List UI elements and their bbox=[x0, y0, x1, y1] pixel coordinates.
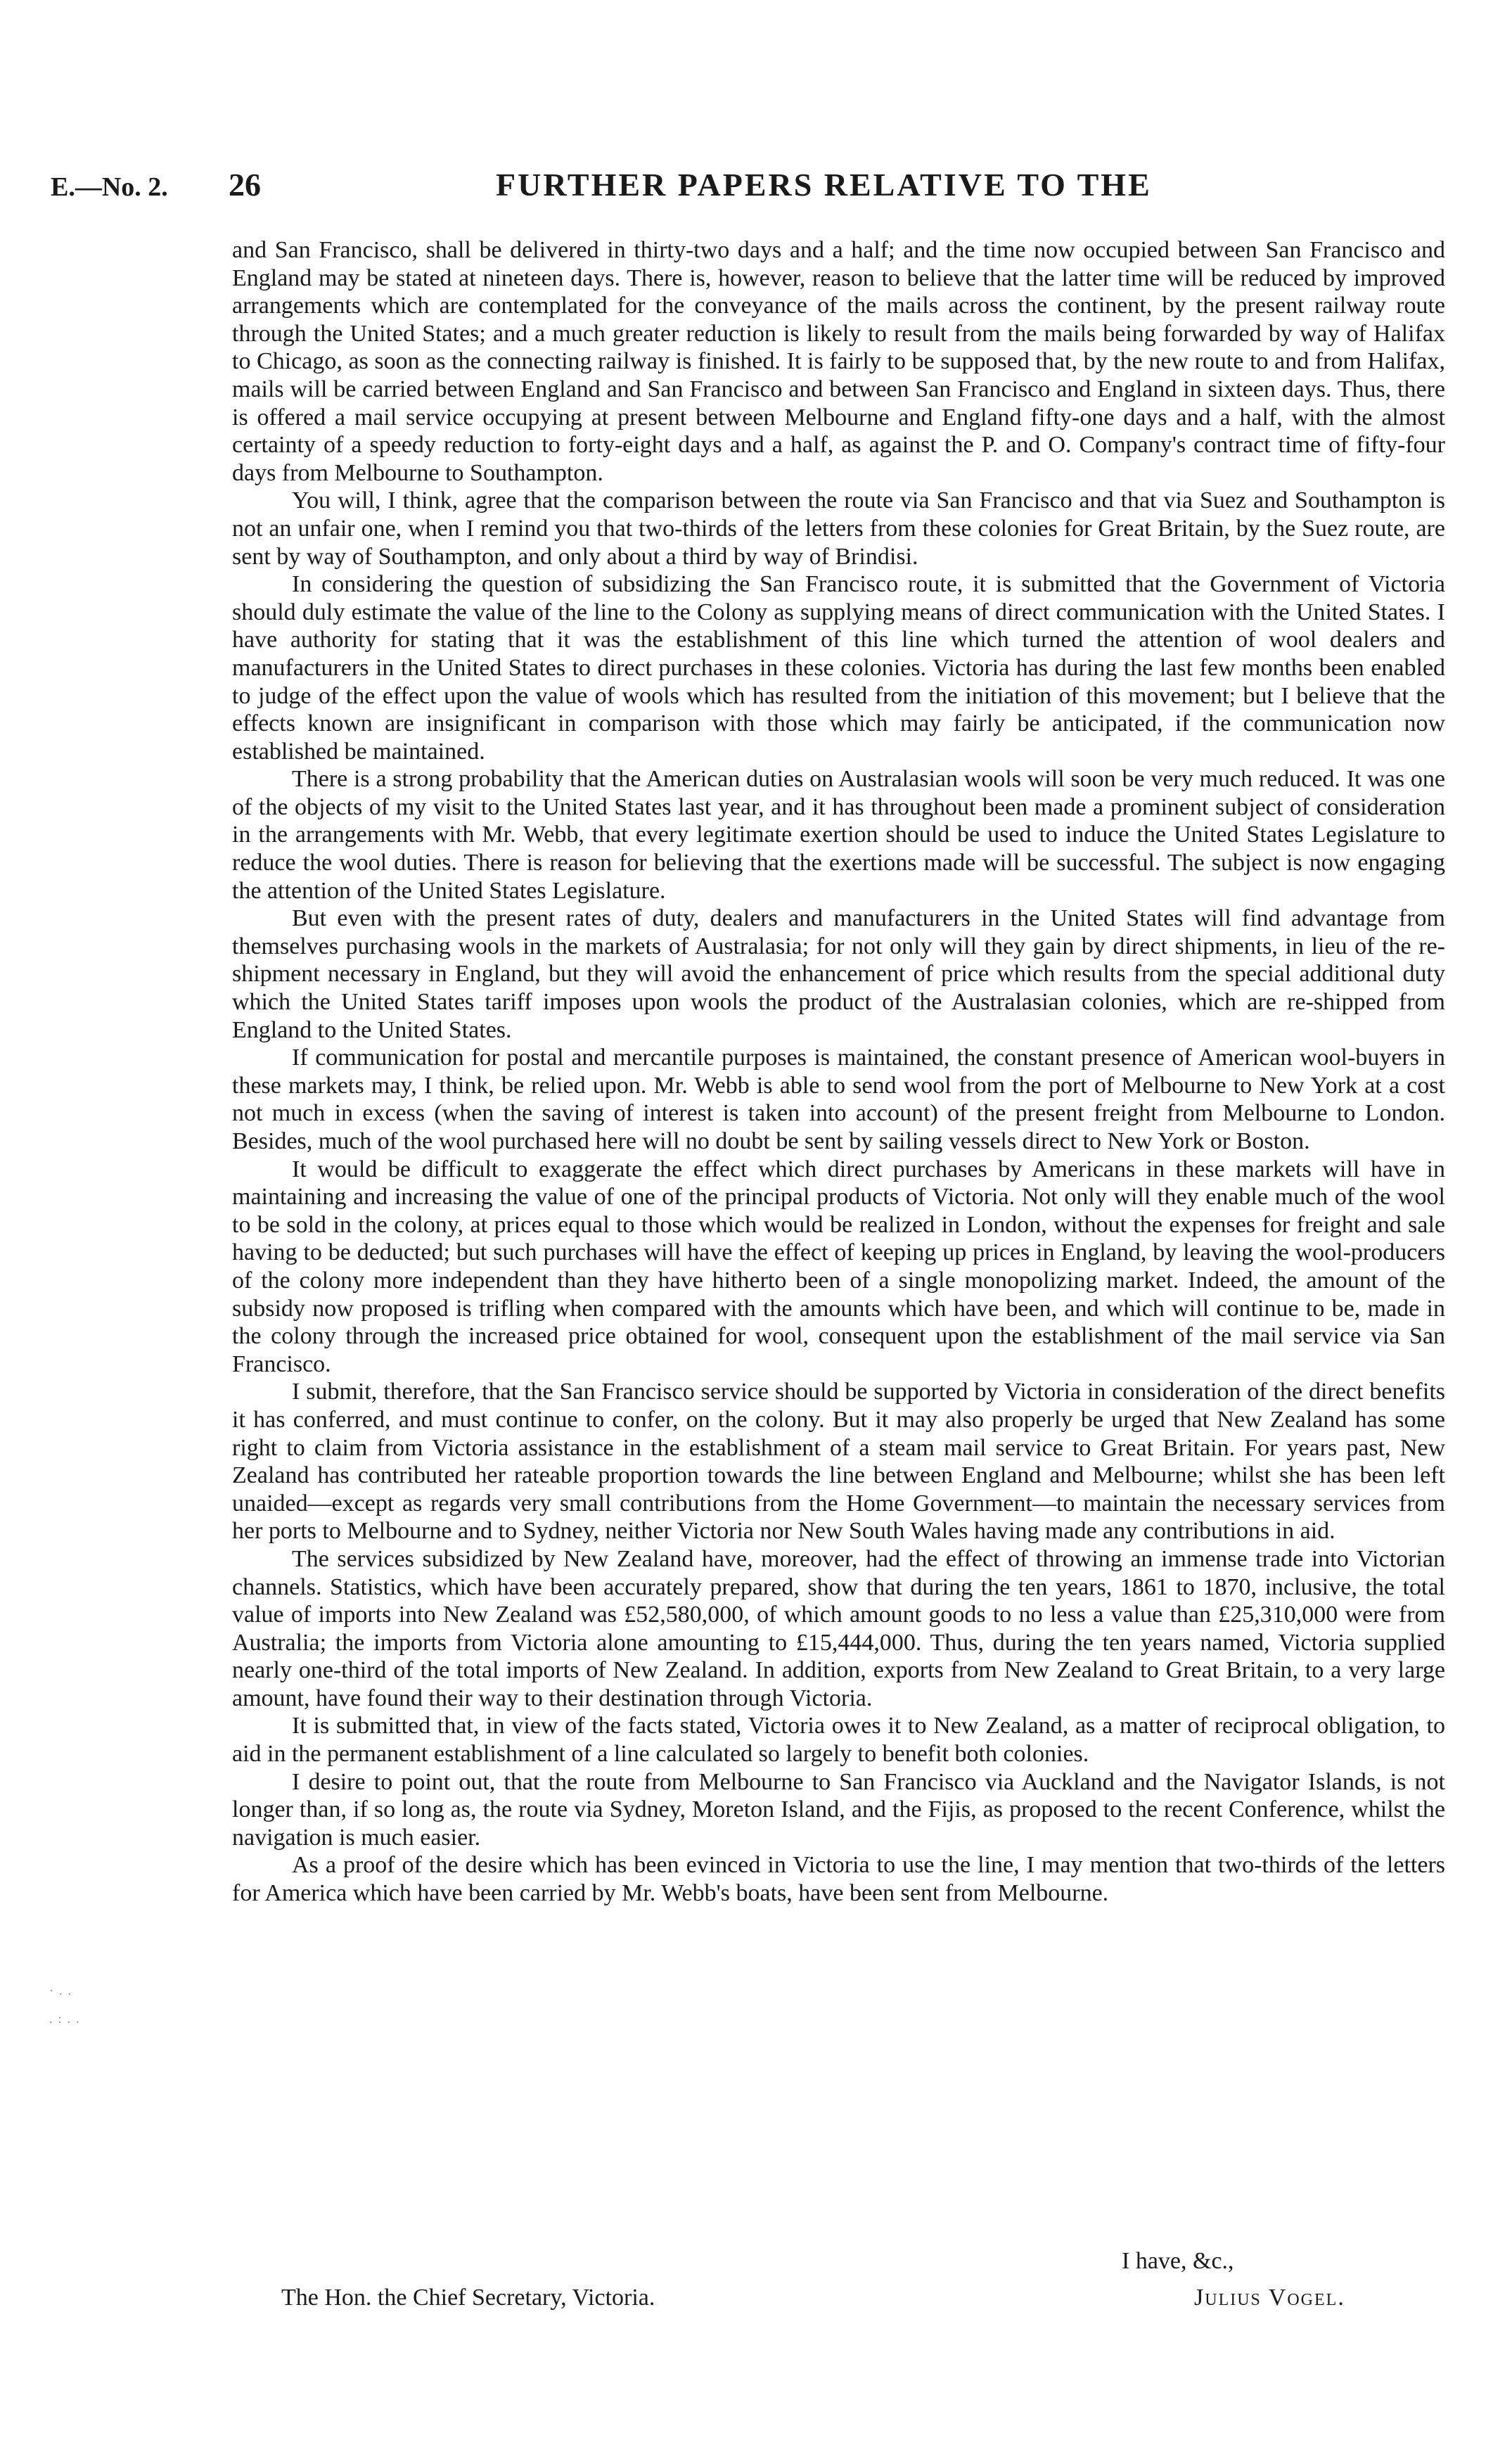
page-number: 26 bbox=[229, 167, 261, 203]
paragraph-7: It would be difficult to exaggerate the effect which direct purchases by Americans in these markets will have in maintaining and increasing the value of one of the principal products of Victoria. Not only will they enable much of the wool to be sold in the colony, at prices equal to those which would be realized in London, without the expenses for freight and sale having to be deducted; but such purchases will have the effect of keeping up prices in England, by leaving the wool-producers of the colony more independent than they have hitherto been of a single monopolizing market. Indeed, the amount of the subsidy now proposed is trifling when compared with the amounts which have been, and which will continue to be, made in the colony through the increased price obtained for wool, consequent upon the establishment of the mail service via San Francisco. bbox=[232, 1156, 1445, 1377]
paragraph-5: But even with the present rates of duty, dealers and manufacturers in the United States will find advantage from themselves purchasing wools in the markets of Australasia; for not only will they gain by direct shipments, in lieu of the re-shipment necessary in England, but they will avoid the enhancement of price which results from the special additional duty which the United States tariff imposes upon wools the product of the Australasian colonies, which are re-shipped from England to the United States. bbox=[232, 905, 1445, 1043]
paragraph-6: If communication for postal and mercantile purposes is maintained, the constant presence of American wool-buyers in these markets may, I think, be relied upon. Mr. Webb is able to send wool from the port of Melbourne to New York at a cost not much in excess (when the saving of interest is taken into account) of the present freight from Melbourne to London. Besides, much of the wool purchased here will no doubt be sent by sailing vessels direct to New York or Boston. bbox=[232, 1045, 1445, 1154]
recipient-line: The Hon. the Chief Secretary, Victoria. bbox=[281, 2285, 655, 2311]
letter-body bbox=[232, 236, 1445, 1908]
margin-specks: ·.. .:.. bbox=[49, 1984, 85, 2026]
paragraph-3: In considering the question of subsidizing the San Francisco route, it is submitted that the Government of Victoria should duly estimate the value of the line to the Colony as supplying means of direct communication with the United States. I have authority for stating that it was the establishment of this line which turned the attention of wool dealers and manufacturers in the United States to direct purchases in these colonies. Victoria has during the last few months been enabled to judge of the effect upon the value of wools which has resulted from the initiation of this movement; but I believe that the effects known are insignificant in comparison with those which may fairly be anticipated, if the communication now established be maintained. bbox=[232, 571, 1445, 765]
paragraph-9: The services subsidized by New Zealand have, moreover, had the effect of throwing an immense trade into Victorian channels. Statistics, which have been accurately prepared, show that during the ten years, 1861 to 1870, inclusive, the total value of imports into New Zealand was £52,580,000, of which amount goods to no less a value than £25,310,000 were from Australia; the imports from Victoria alone amounting to £15,444,000. Thus, during the ten years named, Victoria supplied nearly one-third of the total imports of New Zealand. In addition, exports from New Zealand to Great Britain, to a very large amount, have found their way to their destination through Victoria. bbox=[232, 1545, 1445, 1711]
letter-closing bbox=[0, 2248, 1512, 2339]
paragraph-2: You will, I think, agree that the comparison between the route via San Francisco and that via Suez and Southampton is not an unfair one, when I remind you that two-thirds of the letters from these colonies for Great Britain, by the Suez route, are sent by way of Southampton, and only about a third by way of Brindisi. bbox=[232, 487, 1445, 570]
paragraph-1: and San Francisco, shall be delivered in thirty-two days and a half; and the time now occupied between San Francisco and England may be stated at nineteen days. There is, however, reason to believe that the latter time will be reduced by improved arrangements which are contemplated for the conveyance of the mails across the continent, by the present railway route through the United States; and a much greater reduction is likely to result from the mails being forwarded by way of Halifax to Chicago, as soon as the connecting railway is finished. It is fairly to be supposed that, by the new route to and from Halifax, mails will be carried between England and San Francisco and between San Francisco and England in sixteen days. Thus, there is offered a mail service occupying at present between Melbourne and England fifty-one days and a half, with the almost certainty of a speedy reduction to forty-eight days and a half, as against the P. and O. Company's contract time of fifty-four days from Melbourne to Southampton. bbox=[232, 237, 1445, 486]
running-title: FURTHER PAPERS RELATIVE TO THE bbox=[496, 167, 1152, 203]
paragraph-12: As a proof of the desire which has been evinced in Victoria to use the line, I may mention that two-thirds of the letters for America which have been carried by Mr. Webb's boats, have been sent from Melbourne. bbox=[232, 1852, 1445, 1907]
page-header bbox=[0, 166, 1512, 208]
signature: Julius Vogel. bbox=[1194, 2285, 1345, 2311]
salutation: I have, &c., bbox=[1122, 2248, 1234, 2274]
paragraph-10: It is submitted that, in view of the facts stated, Victoria owes it to New Zealand, as a matter of reciprocal obligation, to aid in the permanent establishment of a line calculated so largely to benefit both colonies. bbox=[232, 1713, 1445, 1768]
paragraph-8: I submit, therefore, that the San Francisco service should be supported by Victoria in consideration of the direct benefits it has conferred, and must continue to confer, on the colony. But it may also properly be urged that New Zealand has some right to claim from Victoria assistance in the establishment of a steam mail service to Great Britain. For years past, New Zealand has contributed her rateable proportion towards the line between England and Melbourne; whilst she has been left unaided—except as regards very small contributions from the Home Government—to maintain the necessary services from her ports to Melbourne and to Sydney, neither Victoria nor New South Wales having made any contributions in aid. bbox=[232, 1379, 1445, 1545]
paragraph-11: I desire to point out, that the route from Melbourne to San Francisco via Auckland and the Navigator Islands, is not longer than, if so long as, the route via Sydney, Moreton Island, and the Fijis, as proposed to the recent Conference, whilst the navigation is much easier. bbox=[232, 1768, 1445, 1851]
document-reference: E.—No. 2. bbox=[51, 172, 168, 202]
paragraph-4: There is a strong probability that the American duties on Australasian wools will soon be very much reduced. It was one of the objects of my visit to the United States last year, and it has throughout been made a prominent subject of consideration in the arrangements with Mr. Webb, that every legitimate exertion should be used to induce the United States Legislature to reduce the wool duties. There is reason for believing that the exertions made will be successful. The subject is now engaging the attention of the United States Legislature. bbox=[232, 766, 1445, 904]
